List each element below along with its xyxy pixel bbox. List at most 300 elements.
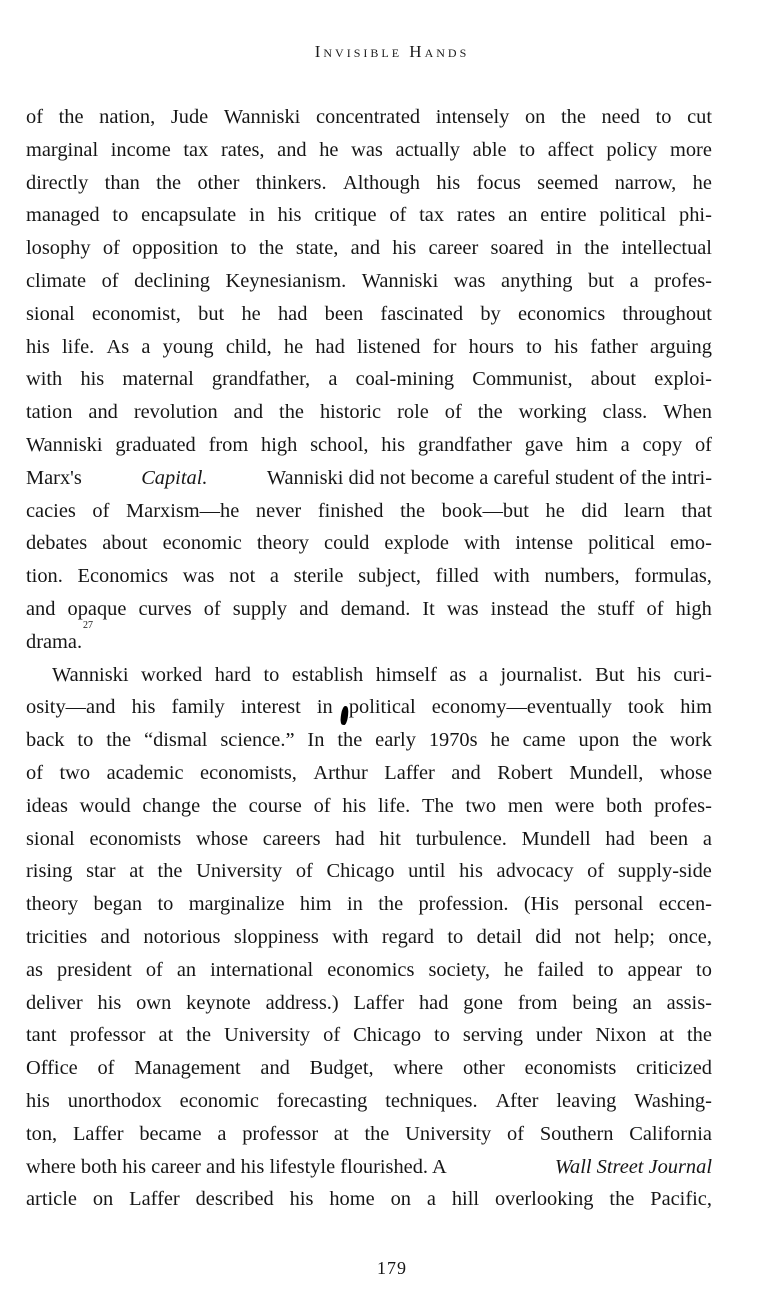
- word: star: [86, 860, 116, 883]
- word: were: [554, 794, 595, 817]
- text-line: [26, 134, 712, 167]
- word: his: [342, 794, 367, 817]
- text-line: [26, 659, 712, 692]
- word: economists: [524, 1057, 617, 1080]
- word: him: [299, 893, 332, 916]
- word: intellectual: [621, 237, 712, 260]
- footnote-ref: 27: [83, 619, 94, 631]
- word: under: [535, 1024, 583, 1047]
- word: academic: [106, 761, 184, 784]
- word: failed: [537, 958, 584, 981]
- word: career: [428, 237, 479, 260]
- word: the: [378, 893, 404, 916]
- page-number: 179: [377, 1258, 407, 1278]
- word: never: [255, 499, 302, 522]
- word: In: [307, 729, 325, 752]
- word: president: [57, 958, 132, 981]
- word: for: [432, 335, 457, 358]
- word: anything: [501, 269, 573, 292]
- word: cacies: [26, 499, 76, 522]
- text-line: [26, 199, 712, 232]
- word: society,: [428, 958, 490, 981]
- word: phi-: [679, 204, 712, 227]
- word: in: [316, 696, 333, 719]
- word: advocacy: [496, 860, 574, 883]
- word: sional: [26, 827, 75, 850]
- word: focus: [476, 171, 521, 194]
- word: young: [162, 335, 214, 358]
- word: course: [248, 794, 302, 817]
- word: a: [629, 269, 639, 292]
- word: of: [444, 401, 462, 424]
- text-line: [26, 593, 712, 626]
- body-text: [26, 101, 712, 1216]
- word: Laffer: [72, 1122, 124, 1145]
- book-title-italic: Capital.: [141, 466, 208, 489]
- word: journalist.: [500, 663, 583, 686]
- word: by: [480, 302, 501, 325]
- word: sional: [26, 302, 75, 325]
- text-line: [26, 619, 712, 659]
- text-segment: where both his career and his lifestyle flourished. A: [26, 1155, 447, 1178]
- word: California: [629, 1122, 712, 1145]
- word: detail: [476, 925, 522, 948]
- word: economics: [517, 302, 606, 325]
- word: an: [632, 991, 652, 1014]
- word: economics: [327, 958, 415, 981]
- word: Management: [134, 1057, 241, 1080]
- word: whose: [195, 827, 249, 850]
- word: help;: [614, 925, 655, 948]
- word: tation: [26, 401, 73, 424]
- word: Marxism—he: [126, 499, 240, 522]
- word: affect: [547, 138, 594, 161]
- word: assis-: [666, 991, 712, 1014]
- word: family: [171, 696, 225, 719]
- word: Washing-: [634, 1089, 712, 1112]
- word: to: [434, 1024, 450, 1047]
- text-line: [26, 527, 712, 560]
- text-line: [26, 954, 712, 987]
- word: him: [680, 696, 712, 719]
- word: The: [421, 794, 454, 817]
- word: tricities: [26, 925, 88, 948]
- word: regard: [381, 925, 434, 948]
- word: where: [393, 1057, 444, 1080]
- word: income: [110, 138, 171, 161]
- word: high: [261, 433, 298, 456]
- word: economic: [179, 1089, 259, 1112]
- word: and: [451, 761, 481, 784]
- word: losophy: [26, 237, 91, 260]
- word: profes-: [654, 269, 712, 292]
- word: the: [560, 106, 586, 128]
- word: of: [92, 499, 110, 522]
- word: the: [156, 171, 182, 194]
- word: father: [590, 335, 638, 358]
- word: to: [77, 729, 94, 752]
- word: Laffer: [353, 991, 405, 1014]
- word: and: [277, 138, 307, 161]
- word: serving: [462, 1024, 523, 1047]
- word: the: [632, 729, 658, 752]
- word: would: [79, 794, 131, 817]
- text-segment: Wanniski did not become a careful student of the intri-: [266, 466, 712, 489]
- word: home: [329, 1188, 375, 1211]
- word: two: [465, 794, 497, 817]
- text-line: [26, 691, 712, 724]
- word: rates,: [220, 138, 265, 161]
- word: emo-: [669, 532, 712, 555]
- text-line: [26, 1151, 712, 1184]
- word: entire: [540, 204, 587, 227]
- word: a: [478, 663, 488, 686]
- word: the: [211, 794, 237, 817]
- running-head: Invisible Hands: [314, 42, 470, 61]
- word: tion.: [26, 565, 63, 588]
- word: professor: [69, 1024, 146, 1047]
- word: about: [102, 532, 148, 555]
- word: both: [606, 794, 643, 817]
- word: numbers,: [544, 565, 620, 588]
- word: climate: [26, 269, 87, 292]
- word: a: [702, 827, 712, 850]
- text-line: [26, 560, 712, 593]
- word: leaving: [556, 1089, 617, 1112]
- word: encapsulate: [141, 204, 237, 227]
- word: rates: [456, 204, 496, 227]
- word: listened: [357, 335, 421, 358]
- word: Mundell,: [569, 761, 644, 784]
- text-line: [26, 232, 712, 265]
- word: managed: [26, 204, 100, 227]
- word: After: [495, 1089, 539, 1112]
- word: school,: [310, 433, 369, 456]
- text-line: [26, 101, 712, 134]
- word: of: [507, 1122, 525, 1145]
- word: been: [649, 827, 689, 850]
- word: his: [26, 335, 50, 358]
- word: of: [145, 958, 163, 981]
- word: 1970s: [428, 729, 478, 752]
- word: appear: [627, 958, 682, 981]
- word: worked: [141, 663, 203, 686]
- word: of: [323, 1024, 341, 1047]
- word: address.): [265, 991, 339, 1014]
- word: deliver: [26, 991, 83, 1014]
- text-line: [26, 921, 712, 954]
- word: but: [198, 302, 225, 325]
- word: of: [587, 860, 605, 883]
- word: his: [277, 204, 302, 227]
- word: came: [522, 729, 566, 752]
- word: directly: [26, 171, 89, 194]
- word: a: [620, 433, 630, 456]
- word: nation,: [99, 106, 156, 128]
- word: theory: [256, 532, 309, 555]
- word: explode: [384, 532, 449, 555]
- word: eccen-: [658, 893, 712, 916]
- word: the: [337, 729, 363, 752]
- text-line: [26, 331, 712, 364]
- word: more: [669, 138, 712, 161]
- word: osity—and: [26, 696, 116, 719]
- word: Although: [342, 171, 421, 194]
- word: Budget,: [309, 1057, 374, 1080]
- word: formulas,: [634, 565, 712, 588]
- word: of: [313, 794, 331, 817]
- word: the: [400, 499, 426, 522]
- word: sterile: [293, 565, 344, 588]
- text-line: [26, 987, 712, 1020]
- word: in: [556, 237, 572, 260]
- word: to: [157, 893, 174, 916]
- word: with: [26, 368, 63, 391]
- word: Office: [26, 1057, 78, 1080]
- word: notorious: [143, 925, 221, 948]
- word: gave: [524, 433, 564, 456]
- word: rising: [26, 860, 73, 883]
- word: profes-: [654, 794, 712, 817]
- word: opposition: [132, 237, 219, 260]
- word: article: [26, 1188, 77, 1211]
- word: a: [141, 335, 151, 358]
- text-line: [26, 396, 712, 429]
- word: did: [581, 499, 608, 522]
- word: Wanniski: [361, 269, 439, 292]
- word: professor: [242, 1122, 319, 1145]
- word: at: [659, 1024, 675, 1047]
- word: Arthur: [313, 761, 368, 784]
- word: working: [518, 401, 587, 424]
- word: narrow,: [614, 171, 677, 194]
- word: a: [328, 368, 338, 391]
- word: and: [233, 401, 264, 424]
- word: the: [584, 237, 610, 260]
- word: personal: [574, 893, 644, 916]
- word: and: [26, 597, 56, 620]
- word: he: [241, 302, 261, 325]
- word: had: [335, 827, 365, 850]
- word: exploi-: [654, 368, 712, 391]
- word: to: [112, 204, 129, 227]
- text-segment: Marx's: [26, 466, 82, 489]
- word: became: [139, 1122, 202, 1145]
- word: copy: [642, 433, 683, 456]
- word: tant: [26, 1024, 57, 1047]
- word: had: [418, 991, 449, 1014]
- word: to: [655, 106, 672, 128]
- word: demand.: [340, 597, 411, 620]
- word: political: [588, 532, 655, 555]
- word: a: [217, 1122, 227, 1145]
- word: seemed: [537, 171, 599, 194]
- word: the: [58, 106, 84, 128]
- word: life.: [377, 794, 411, 817]
- word: Southern: [539, 1122, 614, 1145]
- word: his: [459, 860, 483, 883]
- word: political: [599, 204, 667, 227]
- word: not: [574, 925, 601, 948]
- word: to: [263, 663, 280, 686]
- word: stuff: [597, 597, 635, 620]
- word: able: [472, 138, 507, 161]
- word: of: [101, 269, 119, 292]
- word: ideas: [26, 794, 68, 817]
- word: fascinated: [380, 302, 464, 325]
- word: an: [508, 204, 528, 227]
- word: until: [408, 860, 446, 883]
- word: with: [493, 565, 530, 588]
- word: his: [392, 237, 417, 260]
- word: Pacific,: [650, 1188, 712, 1211]
- word: “dismal: [144, 729, 208, 752]
- text-line: [26, 823, 712, 856]
- word: Economics: [77, 565, 169, 588]
- text-line: [26, 724, 712, 757]
- word: had: [605, 827, 635, 850]
- word: filled: [435, 565, 479, 588]
- word: tax: [183, 138, 209, 161]
- word: own: [136, 991, 172, 1014]
- text-line: [26, 888, 712, 921]
- word: early: [375, 729, 416, 752]
- word: was: [446, 597, 479, 620]
- word: turbulence.: [415, 827, 507, 850]
- word: soared: [490, 237, 544, 260]
- word: Laffer: [129, 1188, 180, 1211]
- word: been: [324, 302, 364, 325]
- word: the: [157, 860, 183, 883]
- word: his: [436, 171, 461, 194]
- word: finished: [317, 499, 384, 522]
- word: a: [269, 565, 279, 588]
- word: at: [129, 860, 144, 883]
- word: his: [554, 335, 579, 358]
- text-line: [26, 790, 712, 823]
- word: not: [229, 565, 256, 588]
- word: coal-mining: [355, 368, 455, 391]
- word: had: [277, 302, 308, 325]
- word: on: [524, 106, 546, 128]
- word: in: [346, 893, 363, 916]
- text-line: [26, 1183, 712, 1216]
- word: tax: [419, 204, 445, 227]
- word: state,: [295, 237, 339, 260]
- word: class.: [602, 401, 648, 424]
- text-line: [26, 495, 712, 528]
- word: Jude: [170, 106, 209, 128]
- word: himself: [375, 663, 437, 686]
- word: grandfather,: [211, 368, 311, 391]
- word: curi-: [673, 663, 712, 686]
- word: supply: [232, 597, 288, 620]
- word: the: [186, 1024, 212, 1047]
- word: to: [447, 925, 464, 948]
- word: at: [158, 1024, 174, 1047]
- text-line: [26, 167, 712, 200]
- word: and: [260, 1057, 290, 1080]
- word: science.”: [220, 729, 295, 752]
- word: unorthodox: [67, 1089, 162, 1112]
- word: overlooking: [494, 1188, 594, 1211]
- word: change: [142, 794, 201, 817]
- word: grandfather: [417, 433, 512, 456]
- word: the: [106, 729, 132, 752]
- word: he: [692, 171, 712, 194]
- word: his: [637, 663, 661, 686]
- word: interest: [240, 696, 301, 719]
- word: he: [504, 958, 524, 981]
- word: other: [197, 171, 240, 194]
- word: his: [381, 433, 406, 456]
- word: his: [80, 368, 105, 391]
- word: marginalize: [188, 893, 285, 916]
- word: book—but: [441, 499, 529, 522]
- word: a: [426, 1188, 436, 1211]
- word: Wanniski: [52, 663, 129, 686]
- word: (His: [523, 893, 559, 916]
- word: establish: [291, 663, 364, 686]
- word: his: [289, 1188, 314, 1211]
- word: on: [92, 1188, 114, 1211]
- word: the: [364, 1122, 390, 1145]
- word: as: [26, 958, 43, 981]
- word: two: [59, 761, 91, 784]
- word: hill: [451, 1188, 480, 1211]
- word: ton,: [26, 1122, 58, 1145]
- word: whose: [659, 761, 712, 784]
- word: was: [453, 269, 486, 292]
- word: and: [299, 597, 329, 620]
- word: of: [203, 597, 221, 620]
- word: intense: [515, 532, 574, 555]
- word: Laffer: [384, 761, 435, 784]
- word: could: [324, 532, 370, 555]
- word: other: [462, 1057, 505, 1080]
- word: curves: [138, 597, 192, 620]
- word: to: [519, 138, 536, 161]
- word: Wanniski: [26, 433, 103, 456]
- word: economy—eventually: [431, 696, 612, 719]
- word: opaque: [67, 597, 127, 620]
- text-line: [26, 1085, 712, 1118]
- word: hit: [379, 827, 401, 850]
- word: of: [102, 237, 120, 260]
- word: as: [449, 663, 467, 686]
- word: child,: [225, 335, 272, 358]
- word: of: [389, 204, 407, 227]
- text-line: [26, 855, 712, 888]
- word: he: [319, 138, 339, 161]
- word: the: [477, 401, 503, 424]
- word: role: [397, 401, 429, 424]
- word: his: [97, 991, 122, 1014]
- word: from: [208, 433, 249, 456]
- word: described: [195, 1188, 274, 1211]
- word: work: [670, 729, 712, 752]
- word: on: [390, 1188, 411, 1211]
- word: Robert: [497, 761, 553, 784]
- word: keynote: [186, 991, 251, 1014]
- word: the: [687, 1024, 712, 1047]
- word: economist,: [91, 302, 181, 325]
- text-line: [26, 1052, 712, 1085]
- word: of: [26, 761, 43, 784]
- word: the: [609, 1188, 635, 1211]
- word: Chicago: [353, 1024, 422, 1047]
- word: being: [572, 991, 618, 1014]
